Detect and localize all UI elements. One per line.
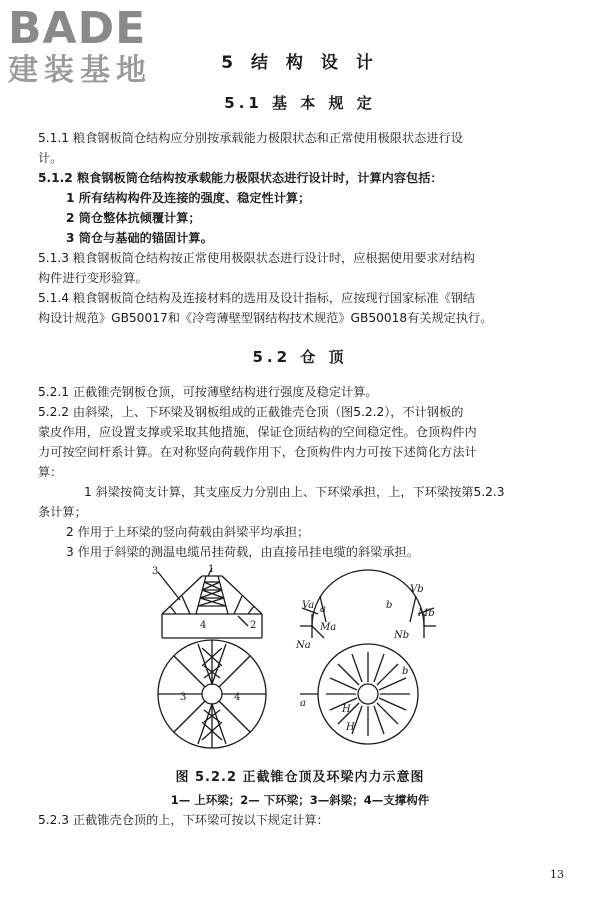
label-3: 3	[152, 566, 159, 577]
label-a-ring: a	[300, 698, 306, 709]
clause-5-2-2-line2: 蒙皮作用，应设置支撑或采取其他措施，保证仓顶结构的空间稳定性。仓顶构件内	[38, 425, 477, 439]
logo-text-top: BADE	[8, 3, 147, 54]
label-4: 4	[200, 620, 207, 631]
clause-5-1-2: 5.1.2 粮食钢板筒仓结构按承载能力极限状态进行设计时，计算内容包括：	[38, 171, 443, 185]
clause-5-2-2-item1-line2: 条计算；	[38, 505, 87, 519]
label-mb: Mb	[418, 608, 435, 619]
figure-legend: 1— 上环梁；2— 下环梁；3—斜梁；4—支撑构件	[170, 793, 430, 807]
clause-5-1-4-line2: 构设计规范》GB50017和《冷弯薄壁型钢结构技术规范》GB50018有关规定执行。	[38, 311, 493, 325]
figure-caption: 图 5.2.2 正截锥仓顶及环梁内力示意图	[175, 770, 425, 785]
ring-radial-force-view	[300, 644, 418, 744]
label-b-top: b	[386, 600, 393, 611]
section-title-5-2: 5.2 仓 顶	[252, 348, 348, 366]
clause-5-2-3: 5.2.3 正截锥壳仓顶的上，下环梁可按以下规定计算：	[38, 813, 329, 827]
chapter-title: 5 结 构 设 计	[221, 53, 379, 73]
logo-text-bottom: 建装基地	[8, 53, 152, 88]
clause-5-1-2-item3: 3 筒仓与基础的锚固计算。	[66, 231, 213, 245]
roof-elevation-view	[158, 568, 262, 638]
clause-5-1-3-line2: 构件进行变形验算。	[38, 271, 148, 285]
label-h-2: H	[346, 722, 355, 733]
label-3-plan: 3	[180, 692, 187, 703]
clause-5-1-1-line2: 计。	[38, 151, 63, 165]
label-ma: Ma	[320, 622, 337, 633]
clause-5-2-2-item1-line1: 1 斜梁按简支计算，其支座反力分别由上、下环梁承担，上，下环梁按第5.2.3	[84, 485, 505, 499]
clause-5-2-2-item3: 3 作用于斜梁的测温电缆吊挂荷载，由直接吊挂电缆的斜梁承担。	[66, 545, 419, 559]
clause-5-2-2-line1: 5.2.2 由斜梁，上、下环梁及钢板组成的正截锥壳仓顶（图5.2.2），不计钢板的	[38, 405, 464, 419]
clause-5-1-4-line1: 5.1.4 粮食钢板筒仓结构及连接材料的选用及设计指标，应按现行国家标准《钢结	[38, 291, 476, 305]
roof-plan-view	[158, 640, 266, 748]
label-4-plan: 4	[234, 692, 241, 703]
clause-5-2-2-line4: 算：	[38, 465, 63, 479]
label-h-1: H	[342, 704, 351, 715]
section-title-5-1: 5.1 基 本 规 定	[224, 94, 376, 112]
clause-5-1-2-item1: 1 所有结构构件及连接的强度、稳定性计算；	[66, 191, 311, 205]
label-a-top: a	[320, 604, 326, 615]
label-2: 2	[250, 620, 257, 631]
clause-5-2-1: 5.2.1 正截锥壳钢板仓顶，可按薄壁结构进行强度及稳定计算。	[38, 385, 378, 399]
label-na: Na	[296, 640, 311, 651]
label-vb: Vb	[410, 584, 424, 595]
clause-5-2-2-item2: 2 作用于上环梁的竖向荷载由斜梁平均承担；	[66, 525, 310, 539]
page-number: 13	[550, 868, 564, 881]
figure-cone-roof-diagram	[150, 564, 435, 756]
clause-5-2-2-line3: 力可按空间杆系计算。在对称竖向荷载作用下，仓顶构件内力可按下述简化方法计	[38, 445, 477, 459]
clause-5-1-1-line1: 5.1.1 粮食钢板筒仓结构应分别按承载能力极限状态和正常使用极限状态进行设	[38, 131, 463, 145]
clause-5-1-3-line1: 5.1.3 粮食钢板筒仓结构按正常使用极限状态进行设计时，应根据使用要求对结构	[38, 251, 476, 265]
label-b-ring: b	[402, 666, 409, 677]
clause-5-1-2-item2: 2 筒仓整体抗倾覆计算；	[66, 211, 201, 225]
label-nb: Nb	[394, 630, 410, 641]
label-1: 1	[208, 564, 215, 575]
label-va: Va	[302, 600, 315, 611]
